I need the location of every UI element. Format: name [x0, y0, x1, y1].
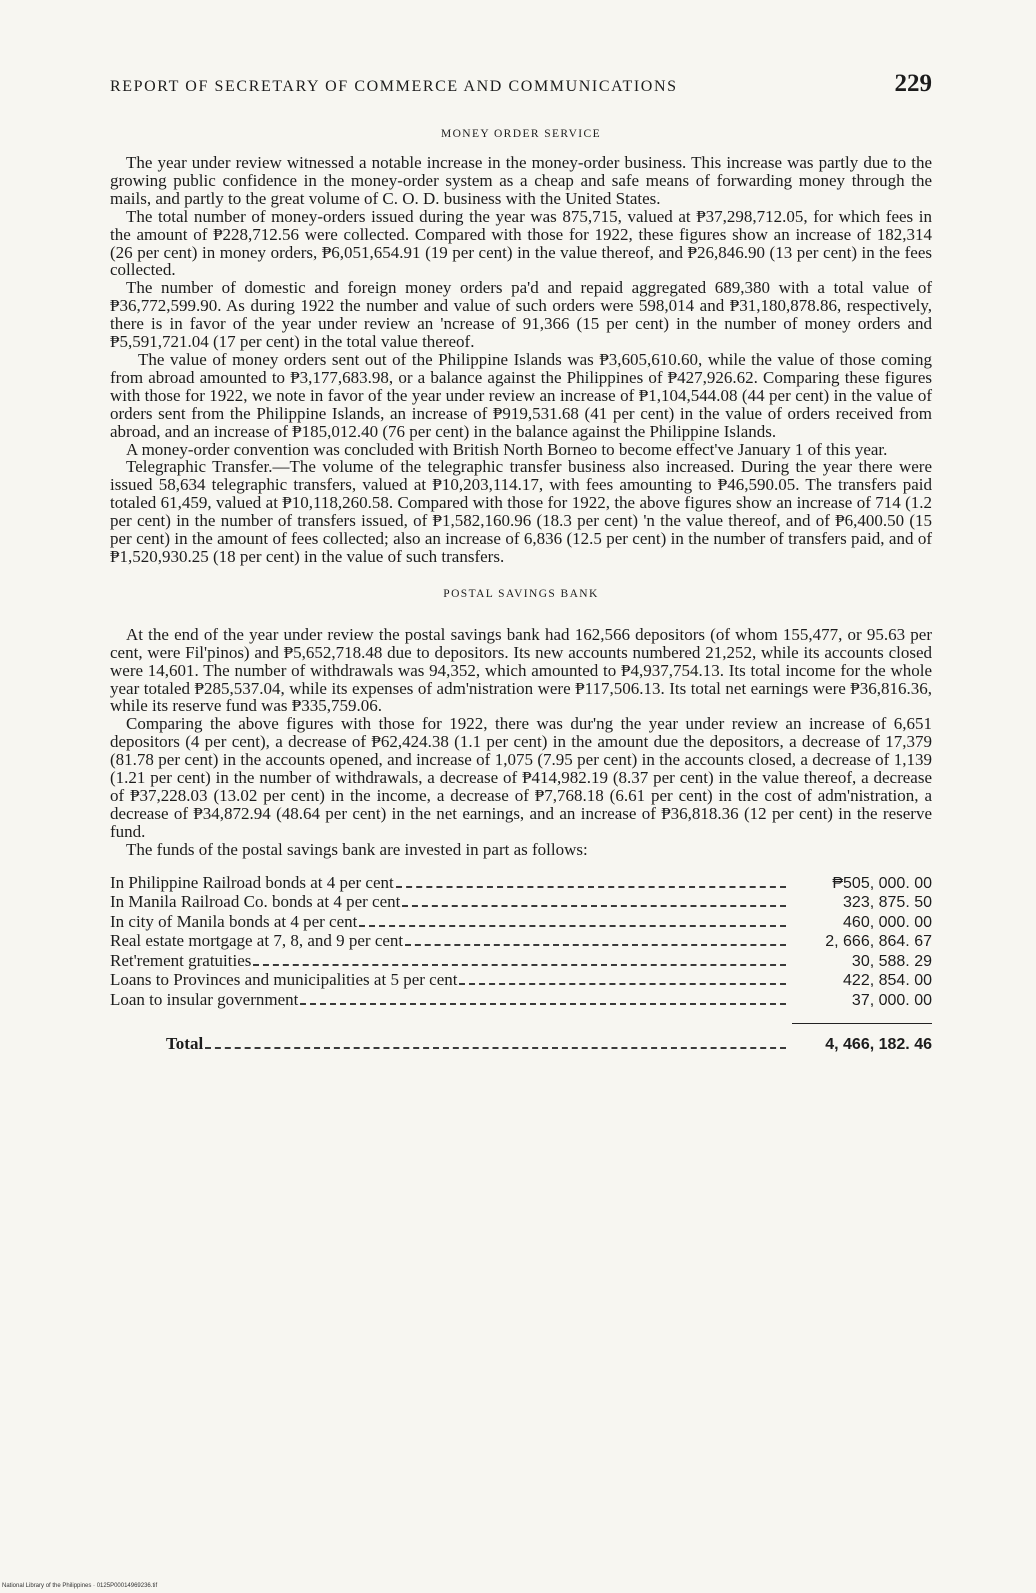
row-amount: ₱505, 000. 00 [832, 874, 932, 892]
paragraph-telegraphic-transfer: Telegraphic Transfer.—The volume of the telegraphic transfer business also increased. During the year there were issued 58,634 telegraphic transfers, valued at ₱10,203,114.17, with fees amounting to ₱46,590.05. The transfers paid totaled 61,459, valued at ₱10,118,260.58. Compared with those for 1922, the above figures show an increase of 714 (1.2 per cent) in the number of transfers issued, of ₱1,582,160.96 (18.3 per cent) 'n the value thereof, and of ₱6,400.50 (15 per cent) in the amount of fees collected; also an increase of 6,836 (12.5 per cent) in the number of transfers paid, and of ₱1,520,930.25 (18 per cent) in the value of such transfers. [110, 457, 932, 566]
row-label: In Manila Railroad Co. bonds at 4 per cent [110, 892, 401, 912]
row-label: In city of Manila bonds at 4 per cent [110, 911, 358, 931]
row-amount: 422, 854. 00 [843, 972, 932, 990]
dot-leader [396, 886, 786, 888]
total-rule [792, 1023, 932, 1024]
paragraph: The year under review witnessed a notable increase in the money-order business. This increase was partly due to the growing public confidence in the money-order system as a cheap and safe means of forwarding money through the mails, and partly to the great volume of C. O. D. business with the United States. [110, 153, 932, 208]
section-heading-money-order: MONEY ORDER SERVICE [440, 128, 602, 140]
scan-footer: National Library of the Philippines · 0125P00014969236.tif [2, 1583, 158, 1589]
paragraph: At the end of the year under review the postal savings bank had 162,566 depositors (of whom 155,477, or 95.63 per cent, were Fil'pinos) and ₱5,652,718.48 due to depositors. Its new accounts numbered 21,252, while its accounts closed were 14,601. The number of withdrawals was 94,352, which amounted to ₱4,937,754.13. Its total income for the whole year totaled ₱285,537.04, while its expenses of adm'nistration were ₱117,506.13. Its total net earnings were ₱36,816.36, while its reserve fund was ₱335,759.06. [110, 624, 932, 716]
row-amount: 323, 875. 50 [843, 894, 932, 912]
dot-leader [205, 1047, 786, 1049]
paragraph: The number of domestic and foreign money orders pa'd and repaid aggregated 689,380 with a total value of ₱36,772,599.90. As during 1922 the number and value of such orders were 598,014 and ₱31,180,878.86, respectively, there is in favor of the year under review an 'ncrease of 91,366 (15 per cent) in the number of money orders and ₱5,591,721.04 (17 per cent) in the total value thereof. [110, 278, 932, 352]
page [110, 70, 932, 1054]
dot-leader [459, 983, 786, 985]
row-label: Loan to insular government [110, 989, 299, 1009]
dot-leader [405, 944, 786, 946]
total-amount: 4, 466, 182. 46 [825, 1036, 932, 1054]
table-row [110, 951, 932, 971]
page-number: 229 [894, 70, 932, 97]
paragraph: The total number of money-orders issued during the year was 875,715, valued at ₱37,298,712.05, for which fees in the amount of ₱228,712.56 were collected. Compared with those for 1922, these figures show an increase of 182,314 (26 per cent) in money orders, ₱6,051,654.91 (19 per cent) in the value thereof, and ₱26,846.90 (13 per cent) in the fees collected. [110, 206, 932, 280]
table-row [110, 931, 932, 951]
table-row [110, 970, 932, 990]
row-amount: 30, 588. 29 [851, 952, 932, 970]
row-label: Loans to Provinces and municipalities at 5 per cent [110, 970, 458, 990]
row-label: Ret'rement gratuities [110, 950, 252, 970]
paragraph: Comparing the above figures with those for 1922, there was dur'ng the year under review an increase of 6,651 depositors (4 per cent), a decrease of ₱62,424.38 (1.1 per cent) in the amount due the depositors, a decrease of 17,379 (81.78 per cent) in the accounts opened, and increase of 1,075 (7.95 per cent) in the accounts closed, a decrease of 1,139 (1.21 per cent) in the number of withdrawals, a decrease of ₱414,982.19 (8.37 per cent) in the value thereof, a decrease of ₱37,228.03 (13.02 per cent) in the income, a decrease of ₱7,768.18 (6.61 per cent) in the cost of adm'nistration, a decrease of ₱34,872.94 (48.64 per cent) in the net earnings, and an increase of ₱36,818.36 (12 per cent) in the reserve fund. [110, 714, 932, 841]
dot-leader [253, 964, 786, 966]
table-row [110, 873, 932, 893]
dot-leader [402, 905, 786, 907]
total-row [110, 1034, 932, 1054]
paragraph: The value of money orders sent out of the Philippine Islands was ₱3,605,610.60, while the value of those coming from abroad amounted to ₱3,177,683.98, or a balance against the Philippines of ₱427,926.62. Comparing these figures with those for 1922, we note in favor of the year under review an increase of ₱1,104,544.08 (44 per cent) in the value of orders sent from the Philippine Islands, an increase of ₱919,531.68 (41 per cent) in the value of orders received from abroad, and an increase of ₱185,012.40 (76 per cent) in the balance against the Philippine Islands. [110, 349, 932, 441]
dot-leader [359, 925, 786, 927]
row-amount: 2, 666, 864. 67 [825, 933, 932, 951]
running-head [110, 70, 932, 98]
table-row [110, 990, 932, 1010]
row-label: In Philippine Railroad bonds at 4 per cent [110, 872, 394, 892]
row-amount: 37, 000. 00 [851, 991, 932, 1009]
table-row [110, 912, 932, 932]
running-head-title: REPORT OF SECRETARY OF COMMERCE AND COMMUNICATIONS [110, 78, 678, 95]
paragraph: A money-order convention was concluded with British North Borneo to become effect've January 1 of this year. [126, 439, 888, 459]
dot-leader [300, 1003, 786, 1005]
row-amount: 460, 000. 00 [843, 913, 932, 931]
section-heading-postal-savings: POSTAL SAVINGS BANK [443, 587, 599, 600]
row-label: Real estate mortgage at 7, 8, and 9 per cent [110, 931, 404, 951]
investment-table [110, 873, 932, 1054]
paragraph: The funds of the postal savings bank are invested in part as follows: [126, 839, 588, 859]
total-label: Total [166, 1034, 204, 1054]
table-row [110, 892, 932, 912]
